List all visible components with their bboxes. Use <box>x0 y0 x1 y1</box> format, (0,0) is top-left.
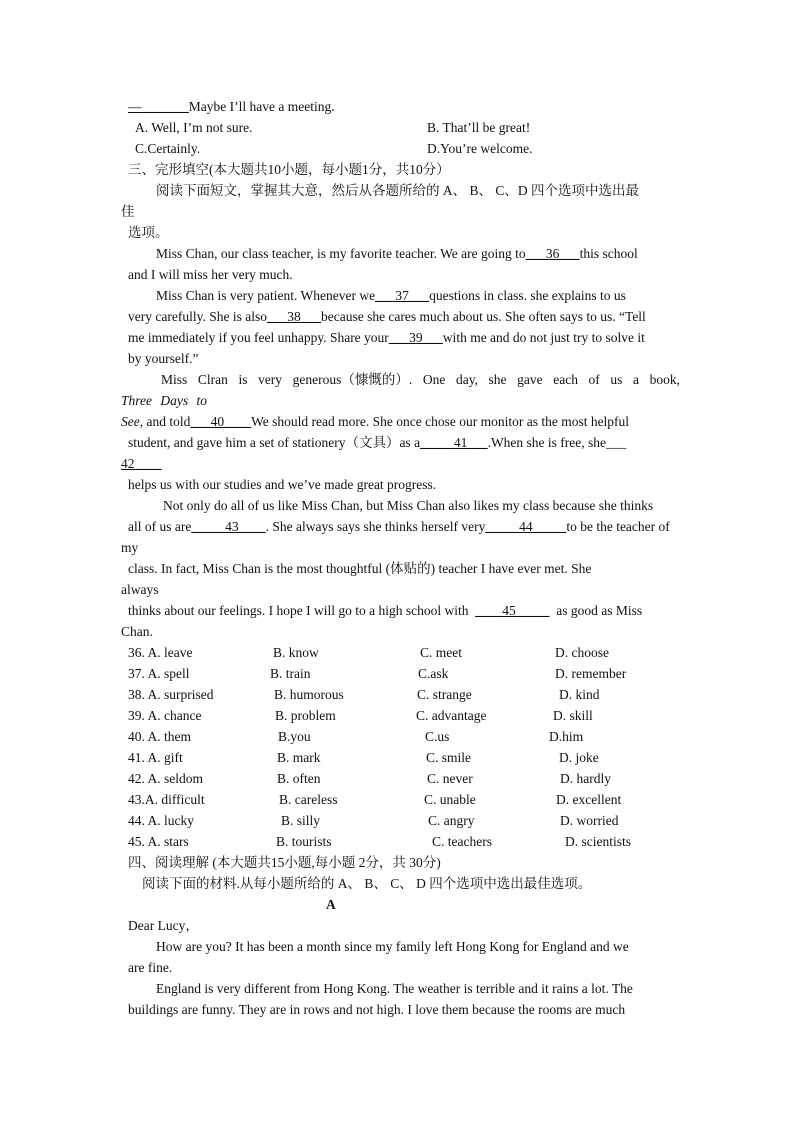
option-c: C. smile <box>426 750 472 765</box>
option-d: D. kind <box>559 687 600 702</box>
option-b: B. often <box>277 771 321 786</box>
blank-44: _____44_____ <box>485 519 567 534</box>
letter-line: buildings are funny. They are in rows and not high. I love them because the rooms are much <box>128 1002 626 1017</box>
section-heading: 三、完形填空(本大题共10小题，每小题1分，共10分） <box>128 162 450 177</box>
passage-line: helps us with our studies and we’ve made great progress. <box>128 477 437 492</box>
answer-blank: —_______ <box>128 99 189 114</box>
option-d: D. remember <box>555 666 627 681</box>
option-c: C. unable <box>424 792 476 807</box>
passage-line: class. In fact, Miss Chan is the most thoughtful (体贴的) teacher I have ever met. She <box>128 561 592 576</box>
option-c: C.ask <box>418 666 449 681</box>
option-row-45: 45. A. stars <box>128 834 189 849</box>
instruction: 阅读下面短文，掌握其大意，然后从各题所给的 A、 B、 C、D 四个选项中选出最 <box>156 183 640 198</box>
passage-line: my <box>121 540 139 555</box>
option-d: D. skill <box>553 708 593 723</box>
passage-line: Not only do all of us like Miss Chan, but Miss Chan also likes my class because she thinks <box>163 498 654 513</box>
option-b: B. know <box>273 645 319 660</box>
option-row-42: 42. A. seldom <box>128 771 204 786</box>
instruction: 选项。 <box>128 225 169 240</box>
letter-greeting: Dear Lucy， <box>128 918 199 933</box>
passage-line: Miss Chan is very patient. Whenever we___37___questions in class. she explains to us <box>156 288 626 303</box>
option-b: B. train <box>270 666 311 681</box>
option-c: C. meet <box>420 645 462 660</box>
option-b: B. tourists <box>276 834 332 849</box>
passage-line: See, and told___40____We should read more. She once chose our monitor as the most helpful <box>121 414 630 429</box>
option-row-41: 41. A. gift <box>128 750 183 765</box>
option-d: D. scientists <box>565 834 631 849</box>
letter-line: How are you? It has been a month since my family left Hong Kong for England and we <box>156 939 629 954</box>
option-c: C.us <box>425 729 450 744</box>
option-c: C. never <box>427 771 473 786</box>
passage-line: by yourself.” <box>128 351 199 366</box>
blank-45: ____45_____ <box>475 603 550 618</box>
instruction: 阅读下面的材料.从每小题所给的 A、 B、 C、 D 四个选项中选出最佳选项。 <box>142 876 592 891</box>
blank-39: ___39___ <box>388 330 443 345</box>
passage-line: always <box>121 582 159 597</box>
option-row-36: 36. A. leave <box>128 645 193 660</box>
passage-line: Chan. <box>121 624 153 639</box>
option-b: B.you <box>278 729 311 744</box>
option-a: A. Well, I’m not sure. <box>135 120 253 135</box>
option-d: D.him <box>549 729 584 744</box>
option-d: D. excellent <box>556 792 622 807</box>
blank-36: ___36___ <box>525 246 580 261</box>
blank-37: ___37___ <box>375 288 430 303</box>
passage-line: thinks about our feelings. I hope I will go to a high school with ____45_____ as good as Miss <box>128 603 643 618</box>
section-heading: 四、阅读理解 (本大题共15小题,每小题 2分，共 30分) <box>128 855 441 870</box>
option-c: C. strange <box>417 687 472 702</box>
passage-line: Three Days to <box>121 393 207 408</box>
option-b: B. problem <box>275 708 336 723</box>
option-c: C. angry <box>428 813 475 828</box>
option-d: D. worried <box>560 813 619 828</box>
option-row-40: 40. A. them <box>128 729 191 744</box>
option-c: C. advantage <box>416 708 487 723</box>
blank-40: ___40____ <box>190 414 252 429</box>
passage-line: all of us are_____43____. She always says she thinks herself very_____44_____to be the teacher of <box>128 519 670 534</box>
letter-line: England is very different from Hong Kong. The weather is terrible and it rains a lot. The <box>156 981 633 996</box>
blank-38: ___38___ <box>266 309 321 324</box>
option-row-38: 38. A. surprised <box>128 687 214 702</box>
passage-line: student, and gave him a set of stationery（文具）as a_____41___.When she is free, she___ <box>128 435 627 450</box>
option-d: D. hardly <box>560 771 611 786</box>
passage-line: very carefully. She is also___38___because she cares much about us. She often says to us. “Tell <box>128 309 646 324</box>
option-b: B. careless <box>279 792 338 807</box>
passage-line: Miss Clran is very generous（慷慨的）. One day, she gave each of us a book, <box>161 372 680 387</box>
option-d: D.You’re welcome. <box>427 141 533 156</box>
passage-line: me immediately if you feel unhappy. Share your___39___with me and do not just try to solve it <box>128 330 645 345</box>
option-d: D. joke <box>559 750 599 765</box>
part-label: A <box>326 897 336 912</box>
option-c: C.Certainly. <box>135 141 201 156</box>
option-b: B. silly <box>281 813 321 828</box>
blank-43: _____43____ <box>191 519 266 534</box>
letter-line: are fine. <box>128 960 173 975</box>
option-row-44: 44. A. lucky <box>128 813 194 828</box>
option-d: D. choose <box>555 645 609 660</box>
passage-line: Miss Chan, our class teacher, is my favorite teacher. We are going to___36___this school <box>156 246 638 261</box>
option-b: B. That’ll be great! <box>427 120 531 135</box>
option-row-43: 43.A. difficult <box>128 792 205 807</box>
option-b: B. mark <box>277 750 321 765</box>
option-row-37: 37. A. spell <box>128 666 190 681</box>
question-stem: —_______Maybe I’ll have a meeting. <box>128 99 335 114</box>
instruction: 佳 <box>121 204 135 219</box>
option-row-39: 39. A. chance <box>128 708 202 723</box>
option-c: C. teachers <box>432 834 492 849</box>
blank-41: _____41___ <box>420 435 488 450</box>
passage-line: and I will miss her very much. <box>128 267 293 282</box>
option-b: B. humorous <box>274 687 344 702</box>
blank-42: 42____ <box>121 456 162 471</box>
